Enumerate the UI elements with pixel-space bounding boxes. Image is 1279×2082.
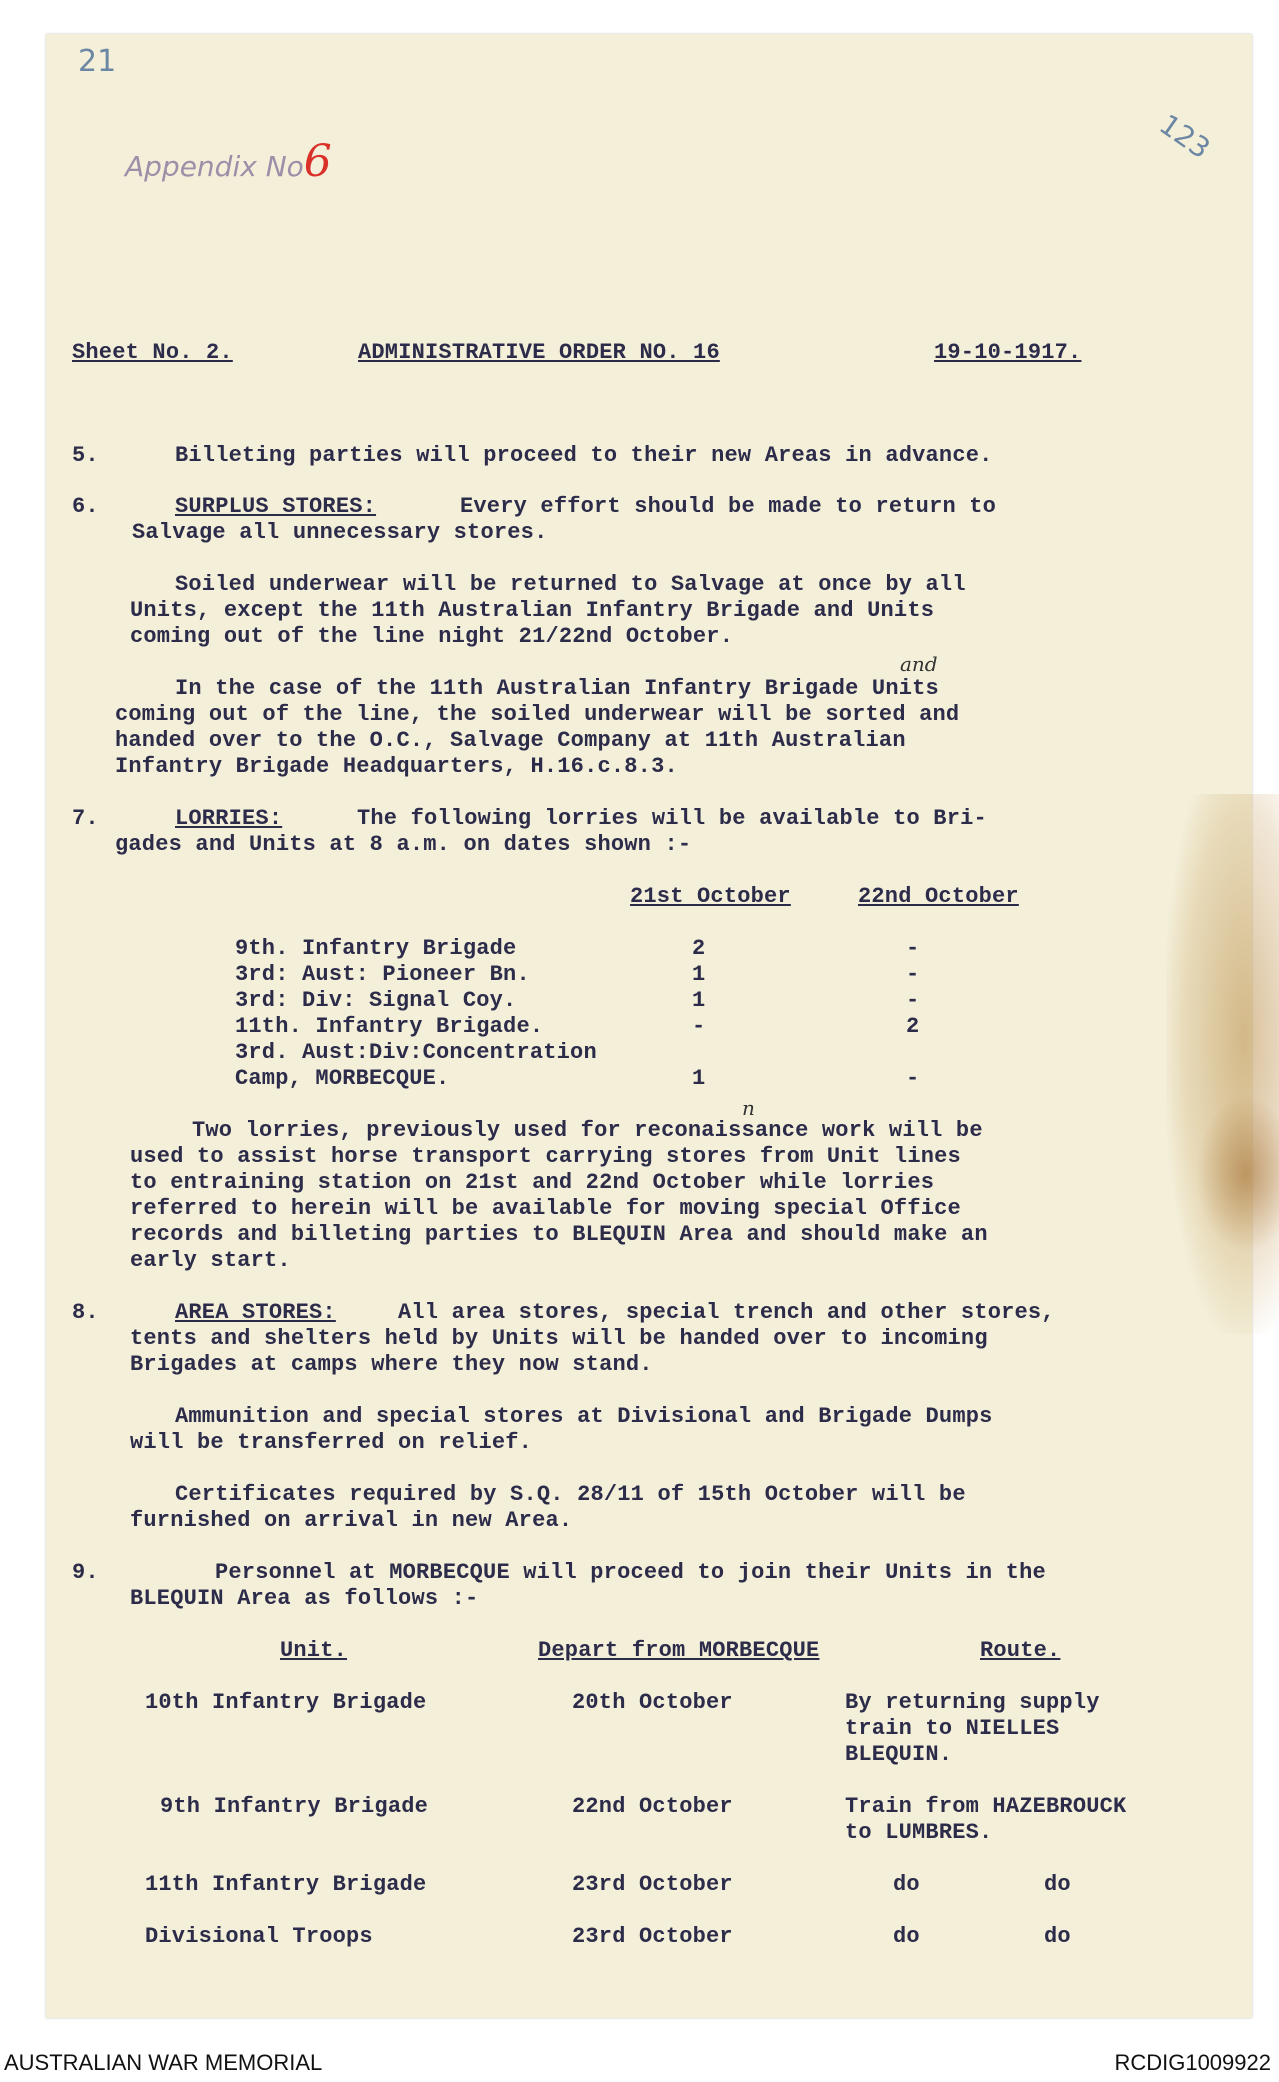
lorries-row-21st: 2 [692,936,706,961]
para-7b-line: referred to herein will be available for moving special Office [130,1196,961,1221]
lorries-row-21st: 1 [692,1066,706,1091]
para-9-line: Personnel at MORBECQUE will proceed to join their Units in the [215,1560,1046,1585]
para-6b-line: coming out of the line night 21/22nd October. [130,624,734,649]
lorries-row-21st: 1 [692,962,706,987]
movement-row-depart: 23rd October [572,1924,733,1949]
lorries-row-22nd: - [906,962,920,987]
movement-row-route: do [1044,1924,1071,1949]
para-6b-line: Soiled underwear will be returned to Salvage at once by all [175,572,966,597]
para-9-number: 9. [72,1560,99,1585]
movement-row-route: train to NIELLES [845,1716,1060,1741]
para-6b-line: Units, except the 11th Australian Infantry Brigade and Units [130,598,935,623]
para-7b-line: Two lorries, previously used for reconaissance work will be [192,1118,983,1143]
lorries-row-22nd: - [906,988,920,1013]
sheet-number: Sheet No. 2. [72,340,233,365]
para-7b-line: records and billeting parties to BLEQUIN Area and should make an [130,1222,988,1247]
para-8c-line: furnished on arrival in new Area. [130,1508,573,1533]
para-7b-line: used to assist horse transport carrying stores from Unit lines [130,1144,961,1169]
movement-row-route: do [893,1924,920,1949]
para-9-line: BLEQUIN Area as follows :- [130,1586,479,1611]
movement-row-route: BLEQUIN. [845,1742,953,1767]
para-8-number: 8. [72,1300,99,1325]
handwritten-correction-and: and [900,652,938,676]
lorries-row-21st: 1 [692,988,706,1013]
lorries-row-unit: 3rd. Aust:Div:Concentration [235,1040,597,1065]
para-6-heading: SURPLUS STORES: [175,494,377,519]
movement-col-depart: Depart from MORBECQUE [538,1638,820,1663]
lorries-row-unit: Camp, MORBECQUE. [235,1066,450,1091]
para-6c-line: In the case of the 11th Australian Infantry Brigade Units [175,676,939,701]
para-8b-line: will be transferred on relief. [130,1430,533,1455]
para-6-line: Every effort should be made to return to [460,494,997,519]
handwritten-correction-n: n [742,1096,755,1120]
movement-col-unit: Unit. [280,1638,348,1663]
para-8-line: tents and shelters held by Units will be handed over to incoming [130,1326,988,1351]
movement-row-unit: 11th Infantry Brigade [145,1872,427,1897]
movement-row-unit: 9th Infantry Brigade [160,1794,429,1819]
movement-row-unit: Divisional Troops [145,1924,373,1949]
para-6-number: 6. [72,494,99,519]
para-6-line: Salvage all unnecessary stores. [132,520,548,545]
para-8c-line: Certificates required by S.Q. 28/11 of 15th October will be [175,1482,966,1507]
para-6c-line: coming out of the line, the soiled underwear will be sorted and [115,702,960,727]
movement-row-depart: 23rd October [572,1872,733,1897]
lorries-row-22nd: 2 [906,1014,920,1039]
para-7b-line: early start. [130,1248,291,1273]
movement-row-route: do [893,1872,920,1897]
movement-row-route: Train from HAZEBROUCK [845,1794,1127,1819]
movement-row-depart: 22nd October [572,1794,733,1819]
document-date: 19-10-1917. [934,340,1082,365]
appendix-number: 6 [303,136,332,187]
para-8b-line: Ammunition and special stores at Divisional and Brigade Dumps [175,1404,993,1429]
document-page [46,34,1252,2018]
stamp-number: 123 [1153,107,1217,166]
lorries-row-unit: 3rd: Div: Signal Coy. [235,988,517,1013]
lorries-col-21st: 21st October [630,884,791,909]
footer-id: RCDIG1009922 [1114,2050,1271,2075]
appendix-annotation [125,136,332,187]
document-title: ADMINISTRATIVE ORDER NO. 16 [358,340,720,365]
lorries-row-unit: 3rd: Aust: Pioneer Bn. [235,962,530,987]
lorries-row-unit: 11th. Infantry Brigade. [235,1014,544,1039]
movement-row-route: By returning supply [845,1690,1100,1715]
movement-row-unit: 10th Infantry Brigade [145,1690,427,1715]
para-7b-line: to entraining station on 21st and 22nd October while lorries [130,1170,935,1195]
para-8-line: All area stores, special trench and other stores, [398,1300,1055,1325]
para-7-line: The following lorries will be available to Bri- [357,806,987,831]
para-7-line: gades and Units at 8 a.m. on dates shown :- [115,832,692,857]
movement-col-route: Route. [980,1638,1061,1663]
para-6c-line: Infantry Brigade Headquarters, H.16.c.8.3. [115,754,678,779]
folio-number: 21 [78,44,117,79]
para-6c-line: handed over to the O.C., Salvage Company at 11th Australian [115,728,906,753]
lorries-row-unit: 9th. Infantry Brigade [235,936,517,961]
lorries-row-21st: - [692,1014,706,1039]
para-7-heading: LORRIES: [175,806,283,831]
para-7-number: 7. [72,806,99,831]
movement-row-route: to LUMBRES. [845,1820,993,1845]
lorries-row-22nd: - [906,936,920,961]
lorries-row-22nd: - [906,1066,920,1091]
lorries-col-22nd: 22nd October [858,884,1019,909]
para-8-line: Brigades at camps where they now stand. [130,1352,653,1377]
movement-row-depart: 20th October [572,1690,733,1715]
movement-row-route: do [1044,1872,1071,1897]
para-5-text: Billeting parties will proceed to their new Areas in advance. [175,443,993,468]
paper-stain-dark [1196,1094,1279,1254]
footer-source: AUSTRALIAN WAR MEMORIAL [4,2050,323,2075]
para-5-number: 5. [72,443,99,468]
para-8-heading: AREA STORES: [175,1300,336,1325]
appendix-label: Appendix No [125,150,304,183]
